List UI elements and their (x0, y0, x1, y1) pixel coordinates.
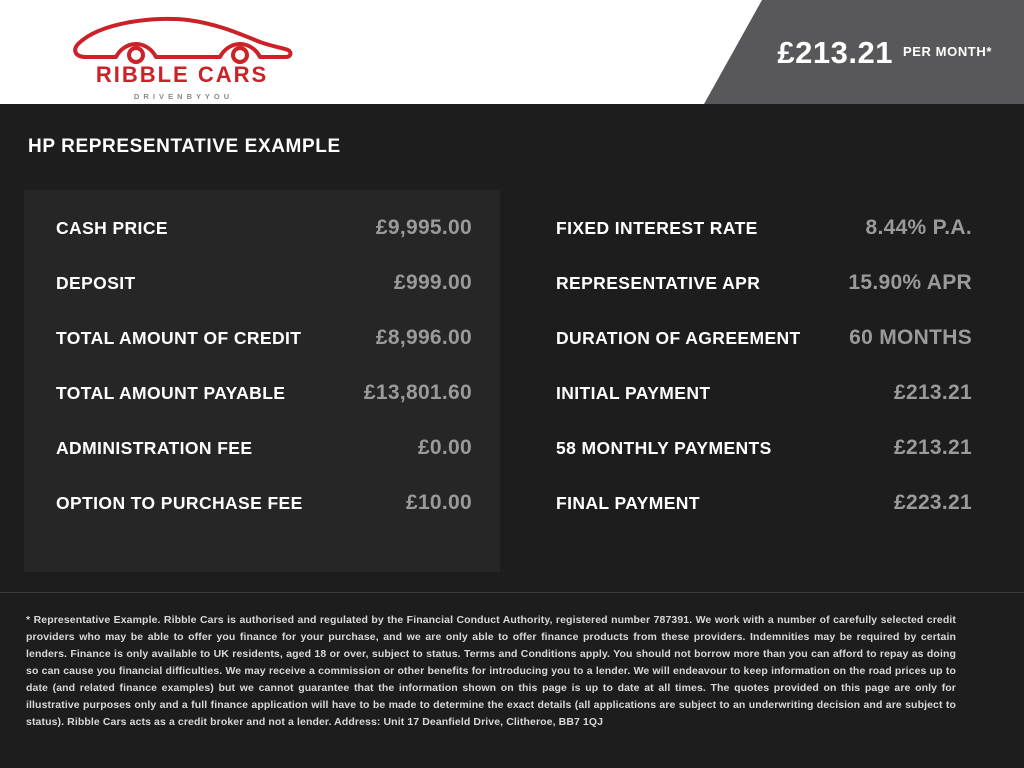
row-label: FIXED INTEREST RATE (556, 218, 758, 238)
row-label: CASH PRICE (56, 218, 168, 238)
table-row (556, 381, 972, 436)
row-value: 8.44% P.A. (865, 216, 972, 239)
page-header (0, 0, 1024, 104)
row-label: ADMINISTRATION FEE (56, 438, 253, 458)
row-label: FINAL PAYMENT (556, 493, 700, 513)
row-value: £10.00 (405, 491, 472, 514)
table-row (56, 326, 472, 381)
row-value: £213.21 (893, 381, 972, 404)
row-value: £9,995.00 (375, 216, 472, 239)
row-value: £13,801.60 (363, 381, 472, 404)
row-label: 58 MONTHLY PAYMENTS (556, 438, 772, 458)
right-finance-panel (524, 190, 1000, 572)
row-value: £8,996.00 (375, 326, 472, 349)
row-label: DURATION OF AGREEMENT (556, 328, 801, 348)
monthly-price-period: PER MONTH* (902, 43, 992, 59)
row-label: TOTAL AMOUNT OF CREDIT (56, 328, 302, 348)
row-label: DEPOSIT (56, 273, 136, 293)
table-row (556, 216, 972, 271)
table-row (556, 491, 972, 546)
row-value: 60 MONTHS (849, 326, 972, 349)
table-row (56, 271, 472, 326)
table-row (56, 381, 472, 436)
row-value: 15.90% APR (848, 271, 972, 294)
row-value: £0.00 (417, 436, 472, 459)
row-label: INITIAL PAYMENT (556, 383, 711, 403)
representative-example-footnote: * Representative Example. Ribble Cars is authorised and regulated by the Financial Conduct Authority, registered number 787391. We work with a number of carefully selected credit providers who may be able to offer you finance for your purchase, and we are only able to offer finance products from these providers. Indemnities may be required by certain lenders. Finance is only available to UK residents, aged 18 or over, subject to status. Terms and Conditions apply. You should not borrow more than you can afford to repay as doing so can cause you financial difficulties. We may receive a commission or other benefits for introducing you to a lender. We will endeavour to keep information on the road prices up to date (and related finance examples) but we cannot guarantee that the information shown on this page is up to date at all times. The quotes provided on this page are only for illustrative purposes only and a full finance application will have to be made to determine the exact details (all applications are subject to an underwriting decision and are subject to status). Ribble Cars acts as a credit broker and not a lender. Address: Unit 17 Deanfield Drive, Clitheroe, BB7 1QJ (26, 614, 956, 728)
ribble-cars-logo[interactable] (60, 14, 300, 101)
row-value: £999.00 (393, 271, 472, 294)
monthly-price-amount: £213.21 (777, 34, 893, 70)
left-finance-panel (24, 190, 500, 572)
row-value: £213.21 (893, 436, 972, 459)
row-label: REPRESENTATIVE APR (556, 273, 761, 293)
row-value: £223.21 (893, 491, 972, 514)
table-row (556, 326, 972, 381)
brand-tagline: D R I V E N B Y Y O U (133, 92, 231, 101)
table-row (556, 436, 972, 491)
page-title: HP REPRESENTATIVE EXAMPLE (28, 136, 341, 157)
row-label: OPTION TO PURCHASE FEE (56, 493, 303, 513)
table-row (56, 216, 472, 271)
finance-tables (24, 190, 1000, 572)
table-row (56, 436, 472, 491)
table-row (56, 491, 472, 546)
monthly-price-block (704, 0, 1024, 104)
footer-divider (0, 592, 1024, 593)
brand-name: RIBBLE CARS (95, 62, 269, 87)
table-row (556, 271, 972, 326)
row-label: TOTAL AMOUNT PAYABLE (56, 383, 286, 403)
